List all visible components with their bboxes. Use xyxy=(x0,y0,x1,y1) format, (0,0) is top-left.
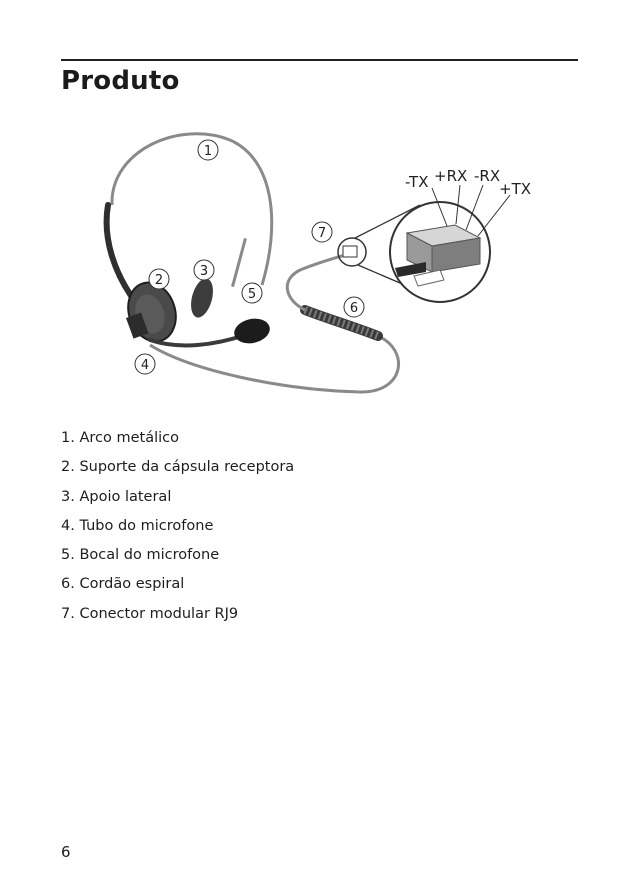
svg-text:6: 6 xyxy=(349,301,359,316)
callout-2 xyxy=(149,269,169,289)
parts-list-item: 7. Conector modular RJ9 xyxy=(61,605,239,622)
callout-1 xyxy=(198,140,218,160)
side-pad-arm xyxy=(231,238,247,287)
parts-list-item: 4. Tubo do microfone xyxy=(61,517,214,534)
callout-5 xyxy=(242,283,262,303)
header-rule xyxy=(61,59,578,61)
callout-4 xyxy=(135,354,155,374)
parts-list-item: 5. Bocal do microfone xyxy=(61,547,220,564)
side-pad xyxy=(187,276,217,320)
svg-text:1: 1 xyxy=(203,144,213,159)
svg-text:5: 5 xyxy=(247,287,257,302)
cord-upper xyxy=(287,255,345,310)
svg-text:3: 3 xyxy=(199,264,209,279)
callout-3 xyxy=(194,260,214,280)
parts-list-item: 1. Arco metálico xyxy=(61,430,179,446)
headband-base xyxy=(107,205,134,300)
callout-7 xyxy=(312,222,332,242)
svg-text:7: 7 xyxy=(317,226,327,241)
parts-list-item: 3. Apoio lateral xyxy=(61,488,172,505)
headset-illustration xyxy=(90,120,550,410)
mic-windscreen xyxy=(232,316,272,347)
pin-label-rx-plus: +RX xyxy=(434,167,468,185)
pin-label-tx-minus: -TX xyxy=(405,173,429,191)
pin-label-tx-plus: +TX xyxy=(499,180,532,198)
svg-text:4: 4 xyxy=(140,358,150,373)
page-title: Produto xyxy=(61,66,180,96)
parts-list-item: 2. Suporte da cápsula receptora xyxy=(61,459,295,476)
pin-label-rx-minus: -RX xyxy=(474,167,501,185)
coiled-cord xyxy=(305,310,378,336)
parts-list xyxy=(61,424,294,629)
callout-6 xyxy=(344,297,364,317)
parts-list-item: 6. Cordão espiral xyxy=(61,576,185,593)
svg-text:2: 2 xyxy=(154,273,164,288)
small-connector xyxy=(343,246,357,257)
page-number: 6 xyxy=(61,843,71,861)
headband xyxy=(112,134,272,285)
